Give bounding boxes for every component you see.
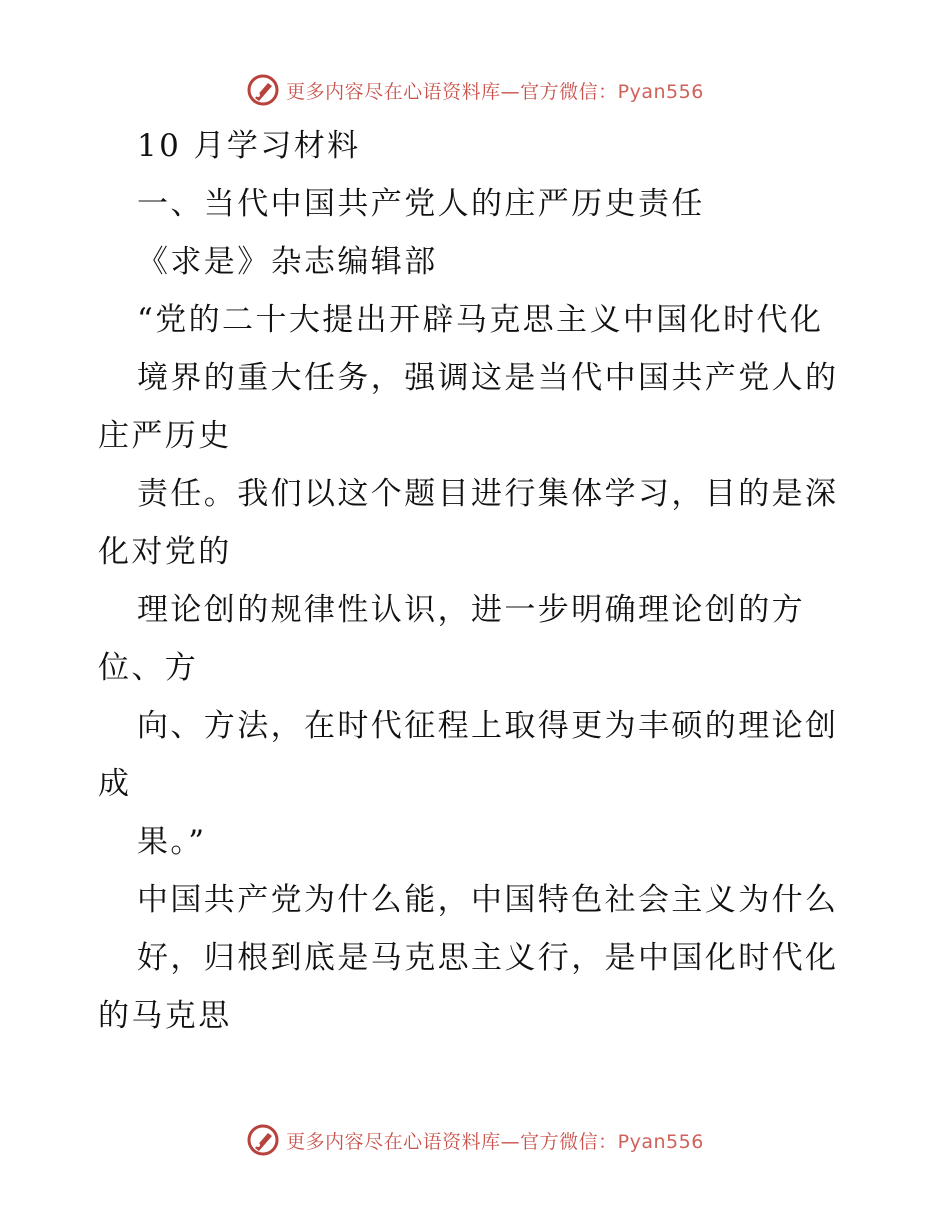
watermark-handle: Pyan556	[617, 80, 704, 103]
paragraph-line: 的马克思	[98, 998, 232, 1034]
paragraph-line: 庄严历史	[98, 418, 232, 454]
paragraph-line: 成	[98, 766, 132, 802]
document-title: 10 月学习材料	[137, 128, 361, 164]
watermark-text: 更多内容尽在心语资料库—官方微信：Pyan556	[286, 80, 704, 103]
header-watermark	[0, 68, 950, 112]
pen-logo-icon	[246, 73, 280, 107]
watermark-handle: Pyan556	[617, 1130, 704, 1153]
author-line: 《求是》杂志编辑部	[137, 244, 438, 280]
paragraph-line: 责任。我们以这个题目进行集体学习，目的是深	[137, 476, 839, 512]
paragraph-line: 化对党的	[98, 534, 232, 570]
paragraph-line: 境界的重大任务，强调这是当代中国共产党人的	[137, 360, 839, 396]
watermark-group	[246, 1123, 704, 1157]
watermark-text: 更多内容尽在心语资料库—官方微信：Pyan556	[286, 1130, 704, 1153]
paragraph-line: “党的二十大提出开辟马克思主义中国化时代化	[137, 302, 824, 338]
section-heading: 一、当代中国共产党人的庄严历史责任	[137, 186, 705, 222]
paragraph-line: 果。”	[137, 824, 207, 860]
paragraph-line: 位、方	[98, 650, 199, 686]
watermark-group	[246, 73, 704, 107]
pen-logo-icon	[246, 1123, 280, 1157]
paragraph-line: 好，归根到底是马克思主义行，是中国化时代化	[137, 940, 839, 976]
paragraph-line: 中国共产党为什么能，中国特色社会主义为什么	[137, 882, 839, 918]
footer-watermark	[0, 1118, 950, 1162]
paragraph-line: 理论创的规律性认识，进一步明确理论创的方	[137, 592, 805, 628]
paragraph-line: 向、方法，在时代征程上取得更为丰硕的理论创	[137, 708, 839, 744]
